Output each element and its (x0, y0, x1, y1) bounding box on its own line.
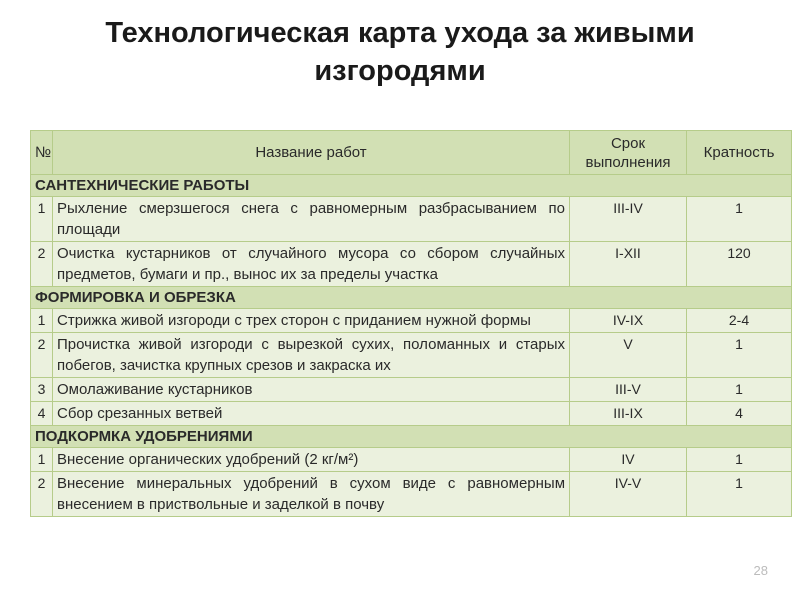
table-header-row (31, 131, 792, 175)
header-term (570, 131, 687, 175)
header-number: № (31, 131, 53, 175)
care-table (30, 130, 792, 517)
row-number: 4 (31, 402, 53, 426)
row-number: 3 (31, 378, 53, 402)
row-frequency: 1 (687, 448, 792, 472)
table-row (31, 242, 792, 287)
slide-title-line-2: изгородями (314, 55, 486, 87)
table-row (31, 378, 792, 402)
row-number: 2 (31, 472, 53, 517)
row-work: Очистка кустарников от случайного мусора со сбором случайных предметов, бумаги и пр., вынос их за пределы участка (53, 242, 570, 287)
section-row (31, 175, 792, 197)
slide-title (0, 14, 800, 90)
table-row (31, 402, 792, 426)
row-work: Внесение органических удобрений (2 кг/м²) (53, 448, 570, 472)
row-term: IV-V (570, 472, 687, 517)
row-work: Внесение минеральных удобрений в сухом виде с равномерным внесением в приствольные и заделкой в почву (53, 472, 570, 517)
table-row (31, 197, 792, 242)
row-frequency: 2-4 (687, 309, 792, 333)
row-work: Омолаживание кустарников (53, 378, 570, 402)
row-work: Стрижка живой изгороди с трех сторон с приданием нужной формы (53, 309, 570, 333)
section-title: ФОРМИРОВКА И ОБРЕЗКА (31, 287, 792, 309)
row-frequency: 4 (687, 402, 792, 426)
table-row (31, 472, 792, 517)
row-work: Сбор срезанных ветвей (53, 402, 570, 426)
table-row (31, 333, 792, 378)
header-frequency: Кратность (687, 131, 792, 175)
section-row (31, 426, 792, 448)
row-number: 1 (31, 309, 53, 333)
section-title: САНТЕХНИЧЕСКИЕ РАБОТЫ (31, 175, 792, 197)
row-work: Рыхление смерзшегося снега с равномерным разбрасыванием по площади (53, 197, 570, 242)
row-number: 1 (31, 197, 53, 242)
row-term: IV-IX (570, 309, 687, 333)
row-number: 1 (31, 448, 53, 472)
header-term-label: Срок выполнения (585, 134, 671, 171)
section-row (31, 287, 792, 309)
row-number: 2 (31, 242, 53, 287)
row-term: III-IX (570, 402, 687, 426)
row-term: III-V (570, 378, 687, 402)
row-frequency: 1 (687, 197, 792, 242)
row-frequency: 1 (687, 333, 792, 378)
section-title: ПОДКОРМКА УДОБРЕНИЯМИ (31, 426, 792, 448)
table-row (31, 309, 792, 333)
slide-number: 28 (753, 563, 768, 578)
row-term: I-XII (570, 242, 687, 287)
header-work-name: Название работ (53, 131, 570, 175)
row-term: V (570, 333, 687, 378)
row-term: III-IV (570, 197, 687, 242)
slide-title-line-1: Технологическая карта ухода за живыми (105, 17, 695, 49)
row-frequency: 120 (687, 242, 792, 287)
row-frequency: 1 (687, 472, 792, 517)
table-row (31, 448, 792, 472)
row-work: Прочистка живой изгороди с вырезкой сухих, поломанных и старых побегов, зачистка крупных срезов и закраска их (53, 333, 570, 378)
row-term: IV (570, 448, 687, 472)
row-number: 2 (31, 333, 53, 378)
row-frequency: 1 (687, 378, 792, 402)
